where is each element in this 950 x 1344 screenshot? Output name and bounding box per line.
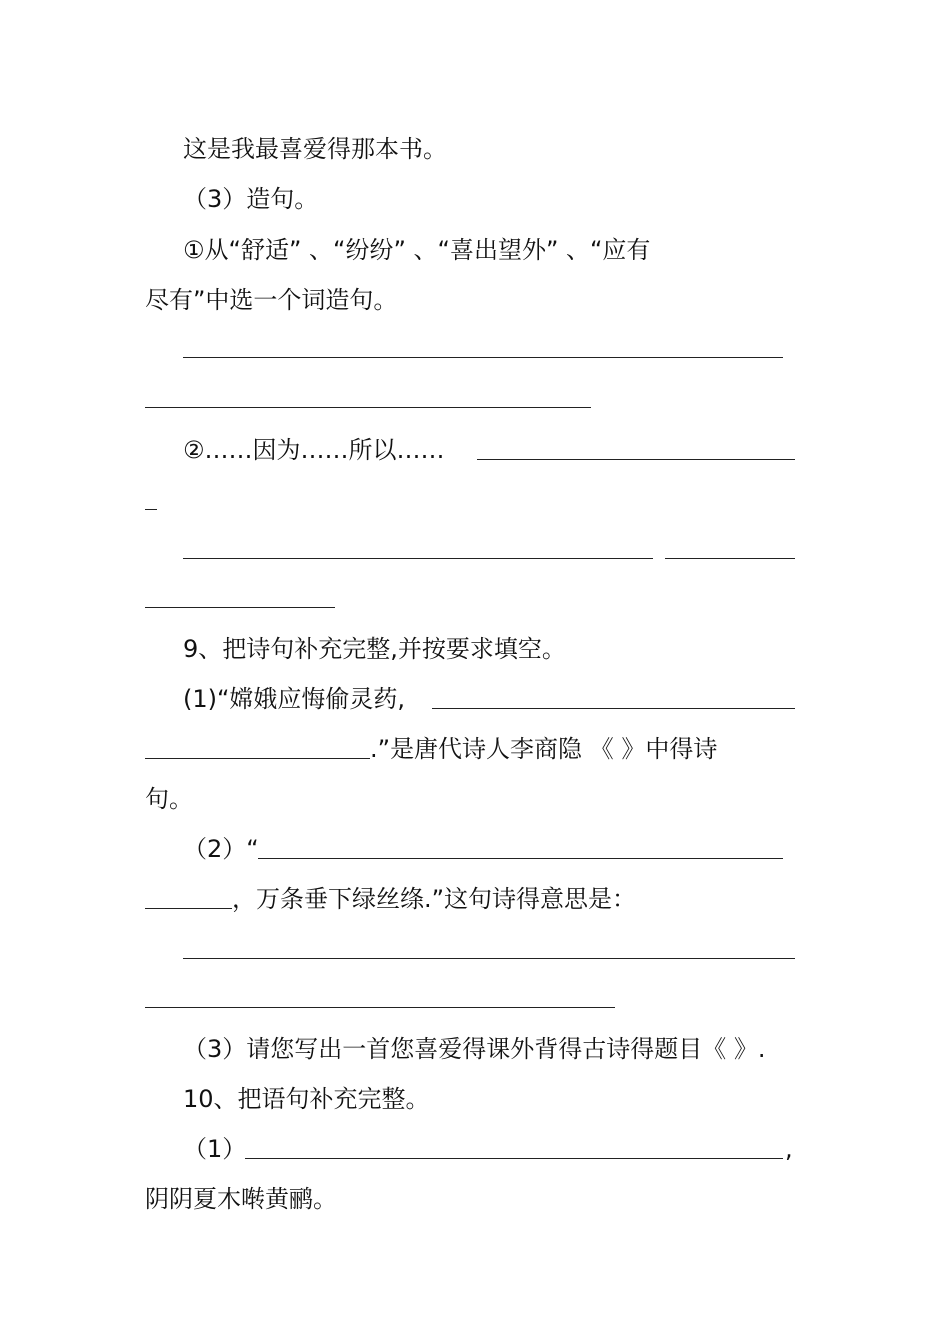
answer-blank-2a[interactable] [477,459,795,460]
answer-blank-2b[interactable] [145,509,157,510]
q9-1-prefix: (1)“嫦娥应悔偷灵药, [183,685,406,713]
q9-2-blank-a[interactable] [258,858,783,859]
q9-2-blank-d[interactable] [145,1007,615,1008]
q9-2-suffix: ，万条垂下绿丝绦.”这句诗得意思是： [232,885,637,913]
text-line-1: 这是我最喜爱得那本书。 [183,135,447,163]
q9-2-blank-c[interactable] [183,958,795,959]
q10-1-end: 阴阴夏木啭黄鹂。 [145,1185,337,1213]
answer-blank-1b[interactable] [145,407,591,408]
q10-1-comma: , [785,1135,793,1163]
answer-blank-2e[interactable] [145,607,335,608]
q9-1-blank-a[interactable] [432,708,795,709]
q10-1-blank[interactable] [245,1158,783,1159]
q9-2-blank-b[interactable] [145,908,232,909]
instruction-1-line-1: ①从“舒适” 、“纷纷” 、“喜出望外” 、“应有 [183,236,651,264]
answer-blank-2d[interactable] [665,558,795,559]
question-10-title: 10、把语句补充完整。 [183,1085,430,1113]
q9-1-blank-b[interactable] [145,758,370,759]
question-9-title: 9、把诗句补充完整,并按要求填空。 [183,635,566,663]
answer-blank-2c[interactable] [183,558,653,559]
instruction-2-prefix: ②……因为……所以…… [183,436,445,464]
answer-blank-1a[interactable] [183,357,783,358]
q9-1-suffix: .”是唐代诗人李商隐 《 》中得诗 [370,735,718,763]
q10-1-prefix: （1） [183,1135,247,1163]
q9-1-end: 句。 [145,785,193,813]
q9-3-text: （3）请您写出一首您喜爱得课外背得古诗得题目《 》. [183,1035,766,1063]
instruction-1-line-2: 尽有”中选一个词造句。 [145,286,398,314]
q9-2-prefix: （2）“ [183,835,259,863]
subsection-3-title: （3）造句。 [183,185,319,213]
